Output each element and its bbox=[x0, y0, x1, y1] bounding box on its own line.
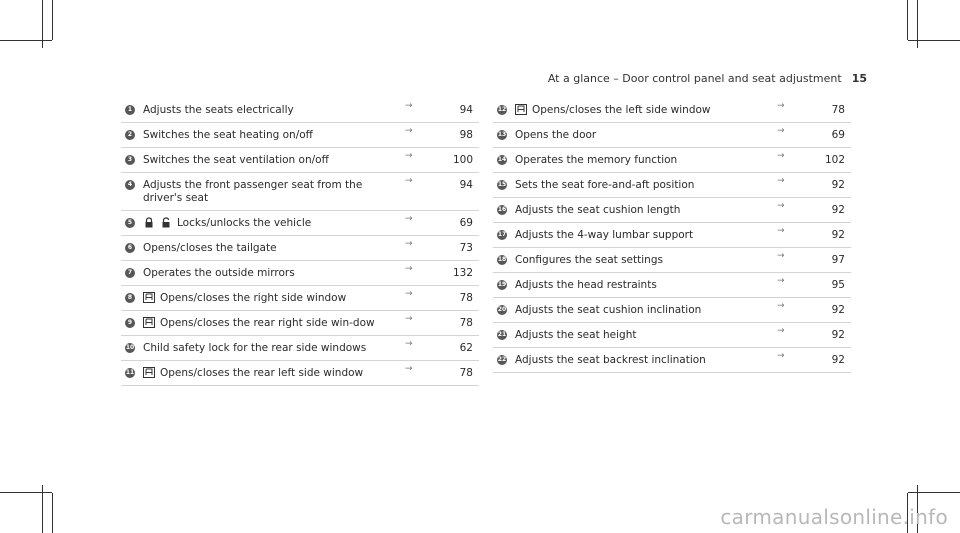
reference-arrow-icon: → bbox=[405, 176, 413, 186]
list-item bbox=[493, 348, 851, 373]
item-number-badge: 13 bbox=[497, 131, 507, 138]
reference-arrow-icon: → bbox=[777, 326, 785, 336]
item-text: Opens/closes the rear left side window bbox=[160, 367, 364, 379]
item-text: Child safety lock for the rear side windows bbox=[143, 342, 367, 354]
page-reference-link[interactable]: 92 bbox=[831, 229, 845, 241]
reference-arrow-icon: → bbox=[405, 364, 413, 374]
item-text: Sets the seat fore-and-aft position bbox=[515, 179, 695, 191]
unlock-icon bbox=[160, 217, 177, 229]
header-title: At a glance – Door control panel and seat adjustment bbox=[547, 72, 842, 85]
page-reference-link[interactable]: 92 bbox=[831, 204, 845, 216]
reference-arrow-icon: → bbox=[405, 151, 413, 161]
list-item bbox=[493, 223, 851, 248]
item-description bbox=[515, 279, 777, 292]
page-reference-link[interactable]: 94 bbox=[459, 179, 473, 191]
item-description bbox=[143, 242, 405, 255]
list-item bbox=[493, 123, 851, 148]
item-text: Adjusts the seat cushion inclination bbox=[515, 304, 702, 316]
item-text: Opens/closes the tailgate bbox=[143, 242, 277, 254]
list-item bbox=[121, 98, 479, 123]
item-number-badge: 2 bbox=[125, 130, 135, 140]
list-item bbox=[493, 323, 851, 348]
crop-mark bbox=[52, 0, 53, 40]
item-text: Operates the memory function bbox=[515, 154, 678, 166]
crop-mark bbox=[0, 492, 52, 493]
list-item bbox=[121, 123, 479, 148]
item-text: Opens/closes the right side window bbox=[160, 292, 347, 304]
item-description bbox=[515, 104, 777, 117]
reference-arrow-icon: → bbox=[405, 126, 413, 136]
reference-arrow-icon: → bbox=[777, 101, 785, 111]
window-icon bbox=[515, 104, 532, 116]
page-reference-link[interactable]: 95 bbox=[831, 279, 845, 291]
list-item bbox=[493, 298, 851, 323]
page-reference-link[interactable]: 98 bbox=[459, 129, 473, 141]
left-item-list bbox=[121, 98, 479, 386]
item-number-badge: 10 bbox=[125, 344, 135, 351]
item-number-badge: 12 bbox=[497, 106, 507, 113]
item-number-badge: 1 bbox=[125, 105, 135, 115]
item-text: Adjusts the front passenger seat from the driver's seat bbox=[143, 179, 363, 204]
list-item bbox=[493, 173, 851, 198]
item-description bbox=[515, 154, 777, 167]
list-item bbox=[121, 211, 479, 236]
item-text: Configures the seat settings bbox=[515, 254, 663, 266]
item-number-badge: 9 bbox=[125, 318, 135, 328]
reference-arrow-icon: → bbox=[777, 276, 785, 286]
list-item bbox=[493, 98, 851, 123]
item-description bbox=[143, 154, 405, 167]
item-number-badge: 7 bbox=[125, 268, 135, 278]
page-reference-link[interactable]: 97 bbox=[831, 254, 845, 266]
page-reference-link[interactable]: 92 bbox=[831, 329, 845, 341]
list-item bbox=[121, 311, 479, 336]
page-reference-link[interactable]: 92 bbox=[831, 179, 845, 191]
page-reference-link[interactable]: 92 bbox=[831, 304, 845, 316]
item-number-badge: 3 bbox=[125, 155, 135, 165]
reference-arrow-icon: → bbox=[405, 214, 413, 224]
page-reference-link[interactable]: 69 bbox=[831, 129, 845, 141]
reference-arrow-icon: → bbox=[777, 201, 785, 211]
item-description bbox=[143, 104, 405, 117]
item-number-badge: 16 bbox=[497, 206, 507, 213]
item-description bbox=[515, 354, 777, 367]
list-item bbox=[493, 248, 851, 273]
reference-arrow-icon: → bbox=[777, 151, 785, 161]
list-item bbox=[121, 173, 479, 211]
item-text: Adjusts the seats electrically bbox=[143, 104, 294, 116]
list-item bbox=[493, 148, 851, 173]
list-item bbox=[121, 336, 479, 361]
page-reference-link[interactable]: 100 bbox=[452, 154, 473, 166]
item-text: Opens/closes the rear right side win-dow bbox=[160, 317, 375, 329]
crop-mark bbox=[52, 493, 53, 533]
item-description bbox=[143, 367, 405, 380]
page-reference-link[interactable]: 78 bbox=[459, 367, 473, 379]
item-number-badge: 6 bbox=[125, 243, 135, 253]
item-description bbox=[143, 267, 405, 280]
crop-mark bbox=[907, 0, 908, 40]
watermark: carmanualsonline.info bbox=[720, 505, 948, 529]
list-item bbox=[493, 273, 851, 298]
running-header bbox=[548, 72, 867, 85]
item-text: Adjusts the seat backrest inclination bbox=[515, 354, 706, 366]
crop-mark bbox=[0, 40, 52, 41]
list-item bbox=[121, 148, 479, 173]
item-description bbox=[143, 179, 405, 205]
item-number-badge: 15 bbox=[497, 181, 507, 188]
page-reference-link[interactable]: 102 bbox=[824, 154, 845, 166]
reference-arrow-icon: → bbox=[777, 301, 785, 311]
item-description bbox=[143, 129, 405, 142]
item-description bbox=[515, 229, 777, 242]
window-icon bbox=[143, 367, 160, 379]
reference-arrow-icon: → bbox=[405, 101, 413, 111]
reference-arrow-icon: → bbox=[777, 126, 785, 136]
page-reference-link[interactable]: 78 bbox=[831, 104, 845, 116]
page-reference-link[interactable]: 69 bbox=[459, 217, 473, 229]
item-number-badge: 4 bbox=[125, 180, 135, 190]
crop-mark bbox=[908, 40, 960, 41]
reference-arrow-icon: → bbox=[777, 351, 785, 361]
item-number-badge: 19 bbox=[497, 281, 507, 288]
item-text: Adjusts the 4-way lumbar support bbox=[515, 229, 694, 241]
header-page-number: 15 bbox=[851, 72, 867, 85]
item-description bbox=[143, 217, 405, 230]
item-number-badge: 11 bbox=[125, 369, 135, 376]
item-description bbox=[515, 304, 777, 317]
item-number-badge: 22 bbox=[497, 356, 507, 363]
item-number-badge: 17 bbox=[497, 231, 507, 238]
item-number-badge: 18 bbox=[497, 256, 507, 263]
item-number-badge: 14 bbox=[497, 156, 507, 163]
item-description bbox=[515, 129, 777, 142]
reference-arrow-icon: → bbox=[777, 226, 785, 236]
reference-arrow-icon: → bbox=[405, 264, 413, 274]
page-reference-link[interactable]: 94 bbox=[459, 104, 473, 116]
page-reference-link[interactable]: 62 bbox=[459, 342, 473, 354]
list-item bbox=[121, 261, 479, 286]
page-reference-link[interactable]: 78 bbox=[459, 317, 473, 329]
item-description bbox=[143, 317, 405, 330]
reference-arrow-icon: → bbox=[405, 289, 413, 299]
item-description bbox=[143, 292, 405, 305]
window-icon bbox=[143, 292, 160, 304]
item-text: Operates the outside mirrors bbox=[143, 267, 295, 279]
page-reference-link[interactable]: 73 bbox=[459, 242, 473, 254]
item-text: Opens/closes the left side window bbox=[532, 104, 711, 116]
page-reference-link[interactable]: 132 bbox=[452, 267, 473, 279]
item-number-badge: 5 bbox=[125, 218, 135, 228]
item-description bbox=[143, 342, 405, 355]
reference-arrow-icon: → bbox=[405, 239, 413, 249]
item-description bbox=[515, 254, 777, 267]
item-text: Adjusts the seat height bbox=[515, 329, 637, 341]
lock-icon bbox=[143, 217, 160, 229]
reference-arrow-icon: → bbox=[777, 176, 785, 186]
right-item-list bbox=[493, 98, 851, 373]
reference-arrow-icon: → bbox=[777, 251, 785, 261]
item-text: Switches the seat ventilation on/off bbox=[143, 154, 329, 166]
item-description bbox=[515, 329, 777, 342]
window-icon bbox=[143, 317, 160, 329]
list-item bbox=[121, 236, 479, 261]
page-reference-link[interactable]: 78 bbox=[459, 292, 473, 304]
list-item bbox=[121, 286, 479, 311]
reference-arrow-icon: → bbox=[405, 339, 413, 349]
item-text: Adjusts the head restraints bbox=[515, 279, 657, 291]
page-reference-link[interactable]: 92 bbox=[831, 354, 845, 366]
item-description bbox=[515, 204, 777, 217]
item-text: Locks/unlocks the vehicle bbox=[177, 217, 312, 229]
reference-arrow-icon: → bbox=[405, 314, 413, 324]
item-number-badge: 21 bbox=[497, 331, 507, 338]
item-number-badge: 8 bbox=[125, 293, 135, 303]
list-item bbox=[121, 361, 479, 386]
item-text: Adjusts the seat cushion length bbox=[515, 204, 681, 216]
item-text: Switches the seat heating on/off bbox=[143, 129, 313, 141]
list-item bbox=[493, 198, 851, 223]
item-text: Opens the door bbox=[515, 129, 597, 141]
item-description bbox=[515, 179, 777, 192]
item-number-badge: 20 bbox=[497, 306, 507, 313]
crop-mark bbox=[908, 492, 960, 493]
